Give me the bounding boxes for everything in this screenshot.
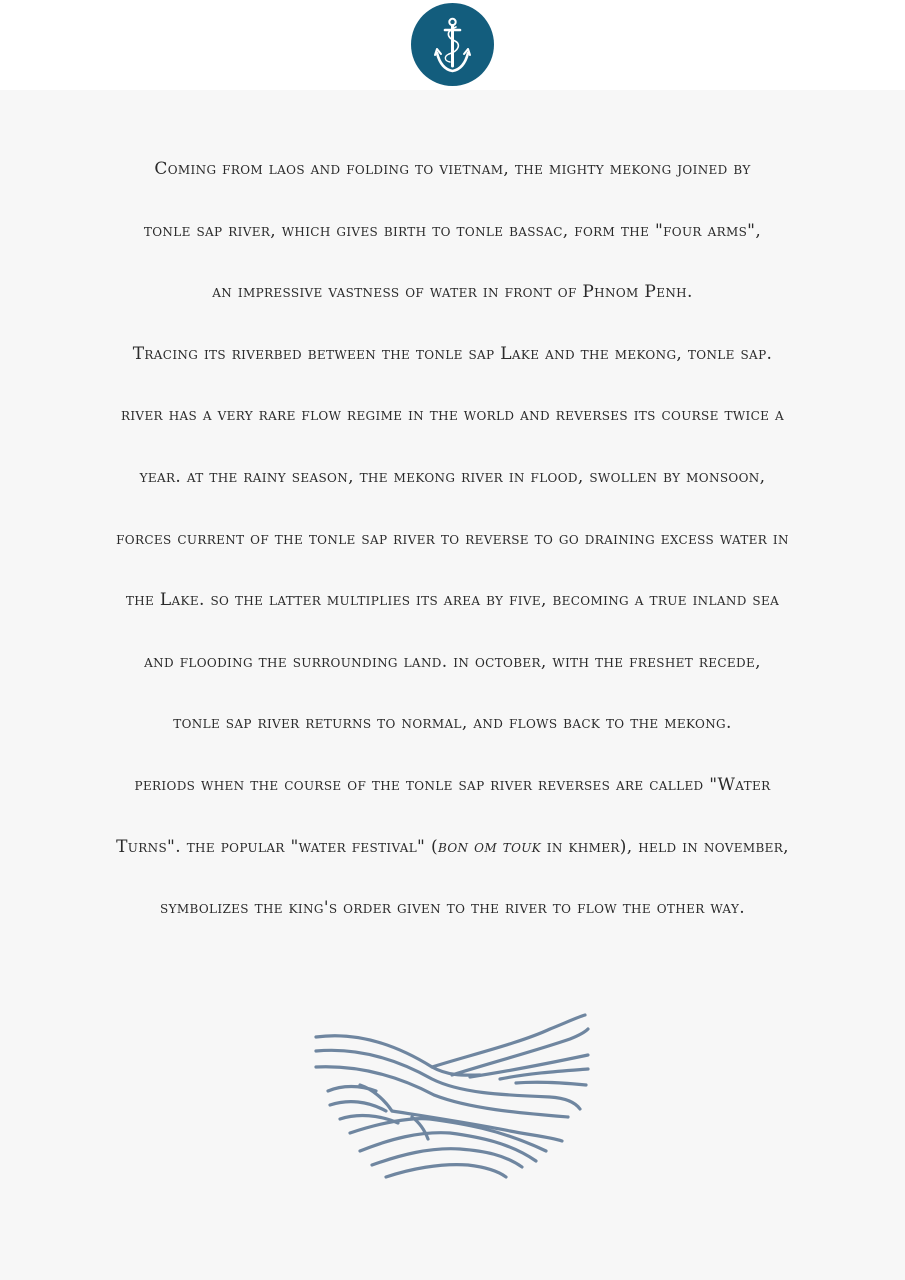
text-line-8: the Lake. so the latter multiplies its area by five, becoming a true inland sea [125, 590, 780, 611]
text-line-11: periods when the course of the tonle sap river reverses are called "Water [134, 774, 771, 795]
text-line-2: tonle sap river, which gives birth to tonle bassac, form the "four arms", [143, 220, 762, 241]
text-line-12-start: Turns". the popular "water festival" ( [116, 836, 438, 857]
wave-logo [300, 1005, 600, 1199]
water-waves-icon [300, 1005, 600, 1195]
text-line-13: symbolizes the king's order given to the river to flow the other way. [160, 898, 745, 919]
text-line-5: river has a very rare flow regime in the world and reverses its course twice a [120, 405, 785, 426]
text-line-6: year. at the rainy season, the mekong river in flood, swollen by monsoon, [139, 466, 766, 487]
text-line-12 [40, 817, 865, 879]
anchor-icon [411, 3, 494, 86]
top-bar [0, 0, 905, 90]
text-line-9: and flooding the surrounding land. in october, with the freshet recede, [144, 651, 761, 672]
text-line-7: forces current of the tonle sap river to reverse to go draining excess water in [116, 528, 789, 549]
khmer-name: bon om touk [437, 836, 542, 857]
anchor-logo [411, 3, 494, 86]
body-text [40, 139, 865, 940]
text-line-10: tonle sap river returns to normal, and flows back to the mekong. [173, 713, 732, 734]
text-line-12-end: in khmer), held in november, [541, 836, 789, 857]
text-line-4: Tracing its riverbed between the tonle sap Lake and the mekong, tonle sap. [132, 343, 773, 364]
text-line-3: an impressive vastness of water in front of Phnom Penh. [212, 282, 693, 303]
text-line-1: Coming from laos and folding to vietnam, the mighty mekong joined by [154, 159, 751, 179]
